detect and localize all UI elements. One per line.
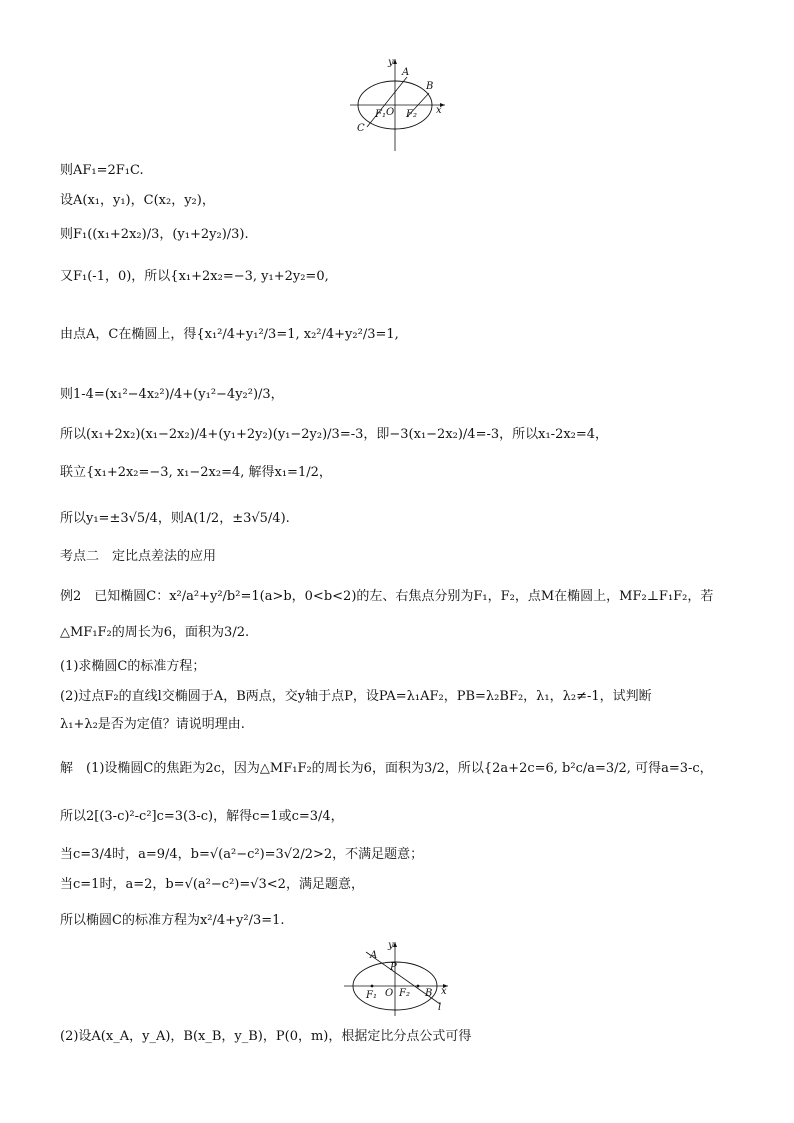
ellipse-diagram-1: [345, 55, 455, 155]
fig1-label-A: A: [402, 67, 410, 78]
fig2-label-x: x: [441, 986, 447, 997]
fig2-label-y: y: [388, 940, 394, 951]
text-line-13: (1)求椭圆C的标准方程；: [60, 659, 206, 674]
text-line-1: 则AF₁=2F₁C.: [60, 163, 144, 178]
text-line-5: 由点A，C在椭圆上，得{x₁²/4+y₁²/3=1, x₂²/4+y₂²/3=1,: [60, 327, 399, 342]
ellipse-diagram-2: [340, 938, 460, 1018]
text-line-19: 当c=1时，a=2，b=√(a²−c²)=√3<2，满足题意，: [60, 877, 364, 892]
text-line-11: 例2 已知椭圆C：x²/a²+y²/b²=1(a>b，0<b<2)的左、右焦点分别为F₁，F₂，点M在椭圆上，MF₂⊥F₁F₂，若: [60, 589, 714, 604]
text-line-15: λ₁+λ₂是否为定值？请说明理由.: [60, 717, 245, 732]
fig2-label-O: O: [385, 988, 394, 999]
text-line-9: 所以y₁=±3√5/4，则A(1/2，±3√5/4).: [60, 511, 290, 526]
fig2-label-A: A: [370, 950, 378, 961]
text-line-16: 解 (1)设椭圆C的焦距为2c，因为△MF₁F₂的周长为6，面积为3/2，所以{2a+2c=6, b²c/a=3/2, 可得a=3-c，: [60, 761, 713, 776]
fig1-label-F1: F₁: [375, 109, 386, 120]
ellipse-figure-2: [340, 938, 460, 1018]
text-line-8: 联立{x₁+2x₂=−3, x₁−2x₂=4, 解得x₁=1/2，: [60, 465, 332, 480]
fig1-label-B: B: [426, 81, 434, 92]
fig2-label-B: B: [425, 988, 433, 999]
text-line-17: 所以2[(3-c)²-c²]c=3(3-c)，解得c=1或c=3/4，: [60, 809, 344, 824]
fig2-label-F1: F₁: [366, 990, 377, 1001]
fig2-label-F2: F₂: [399, 988, 410, 999]
fig1-label-O: O: [386, 107, 395, 118]
text-line-6: 则1-4=(x₁²−4x₂²)/4+(y₁²−4y₂²)/3，: [60, 387, 284, 402]
text-line-12: △MF₁F₂的周长为6，面积为3/2.: [60, 625, 250, 640]
fig2-label-P: P: [390, 962, 397, 973]
fig2-label-l: l: [438, 1002, 442, 1013]
section-heading: 考点二 定比点差法的应用: [60, 549, 217, 564]
text-line-2: 设A(x₁，y₁)，C(x₂，y₂)，: [60, 193, 215, 208]
text-line-20: 所以椭圆C的标准方程为x²/4+y²/3=1.: [60, 913, 285, 928]
fig1-label-y: y: [388, 57, 394, 68]
text-line-3: 则F₁((x₁+2x₂)/3，(y₁+2y₂)/3).: [60, 227, 249, 242]
fig1-label-x: x: [436, 105, 442, 116]
text-line-21: (2)设A(x_A，y_A)，B(x_B，y_B)，P(0，m)，根据定比分点公式可得: [60, 1029, 472, 1044]
text-line-18: 当c=3/4时，a=9/4，b=√(a²−c²)=3√2/2>2，不满足题意；: [60, 847, 424, 862]
fig1-label-C: C: [357, 123, 365, 134]
text-line-4: 又F₁(-1，0)，所以{x₁+2x₂=−3, y₁+2y₂=0,: [60, 269, 329, 284]
text-line-14: (2)过点F₂的直线l交椭圆于A，B两点，交y轴于点P，设PA=λ₁AF₂，PB=λ₂BF₂，λ₁，λ₂≠-1，试判断: [60, 689, 652, 704]
text-line-7: 所以(x₁+2x₂)(x₁−2x₂)/4+(y₁+2y₂)(y₁−2y₂)/3=-3，即−3(x₁−2x₂)/4=-3，所以x₁-2x₂=4，: [60, 427, 609, 442]
fig1-label-F2: F₂: [406, 109, 417, 120]
ellipse-figure-1: [345, 55, 455, 155]
